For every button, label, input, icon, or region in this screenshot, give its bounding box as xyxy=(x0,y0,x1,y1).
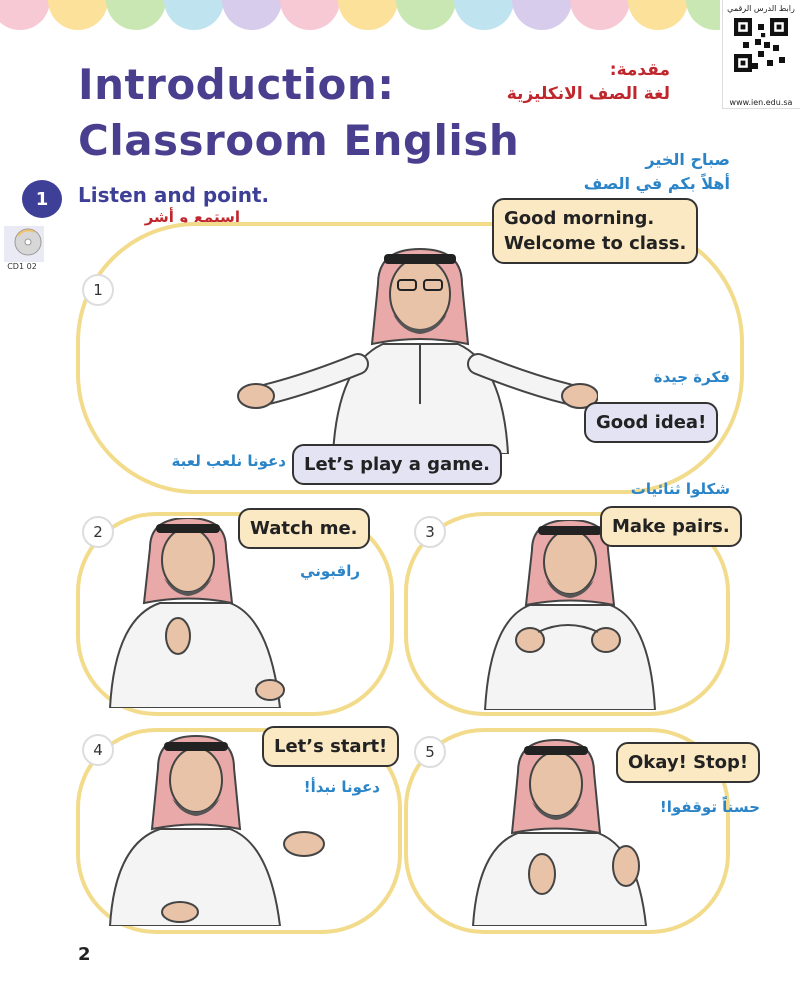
speech-bubble-make-pairs: Make pairs. xyxy=(600,506,742,547)
arabic-title-line1: مقدمة: xyxy=(609,60,670,80)
arabic-watch-me: راقبوني xyxy=(300,562,360,580)
panel-4-number: 4 xyxy=(82,734,114,766)
speech-bubble-good-morning xyxy=(492,198,698,264)
arabic-title-line2: لغة الصف الانكليزية xyxy=(506,84,670,104)
decorative-top-band xyxy=(0,0,720,34)
speech-bubble-watch-me: Watch me. xyxy=(238,508,370,549)
audio-cd-icon[interactable] xyxy=(4,226,44,262)
page-title-line1: Introduction: xyxy=(78,60,395,109)
arabic-lets-play: دعونا نلعب لعبة xyxy=(171,452,286,470)
speech-bubble-lets-play: Let’s play a game. xyxy=(292,444,502,485)
panel-2-number: 2 xyxy=(82,516,114,548)
bubble-line-2: Welcome to class. xyxy=(504,233,687,255)
panel-5-number: 5 xyxy=(414,736,446,768)
exercise-instruction-arabic: استمع و أشر xyxy=(144,208,240,226)
speech-bubble-okay-stop: Okay! Stop! xyxy=(616,742,760,783)
cd-track-label: CD1 02 xyxy=(7,262,37,271)
speech-bubble-lets-start: Let’s start! xyxy=(262,726,399,767)
teacher-welcoming-illustration xyxy=(228,244,598,454)
arabic-okay-stop: حسناً توقفوا! xyxy=(659,798,760,816)
teacher-make-pairs-illustration xyxy=(480,520,660,710)
exercise-instruction: Listen and point. xyxy=(78,183,270,207)
page-title-line2: Classroom English xyxy=(78,116,520,165)
arabic-good-idea: فكرة جيدة xyxy=(653,368,730,386)
qr-url: www.ien.edu.sa xyxy=(729,98,793,107)
page-number: 2 xyxy=(78,944,91,965)
bubble-line-1: Good morning. xyxy=(504,208,655,229)
panel-3-number: 3 xyxy=(414,516,446,548)
arabic-good-morning: صباح الخير xyxy=(645,150,730,169)
qr-code-icon[interactable] xyxy=(734,18,788,72)
qr-caption: رابط الدرس الرقمي xyxy=(727,4,795,13)
arabic-make-pairs: شكلوا ثنائيات xyxy=(630,480,730,498)
speech-bubble-good-idea: Good idea! xyxy=(584,402,718,443)
arabic-welcome: أهلاً بكم في الصف xyxy=(583,174,730,193)
exercise-number-badge: 1 xyxy=(22,180,62,218)
arabic-lets-start: دعونا نبدأ! xyxy=(303,778,380,796)
panel-1-number: 1 xyxy=(82,274,114,306)
